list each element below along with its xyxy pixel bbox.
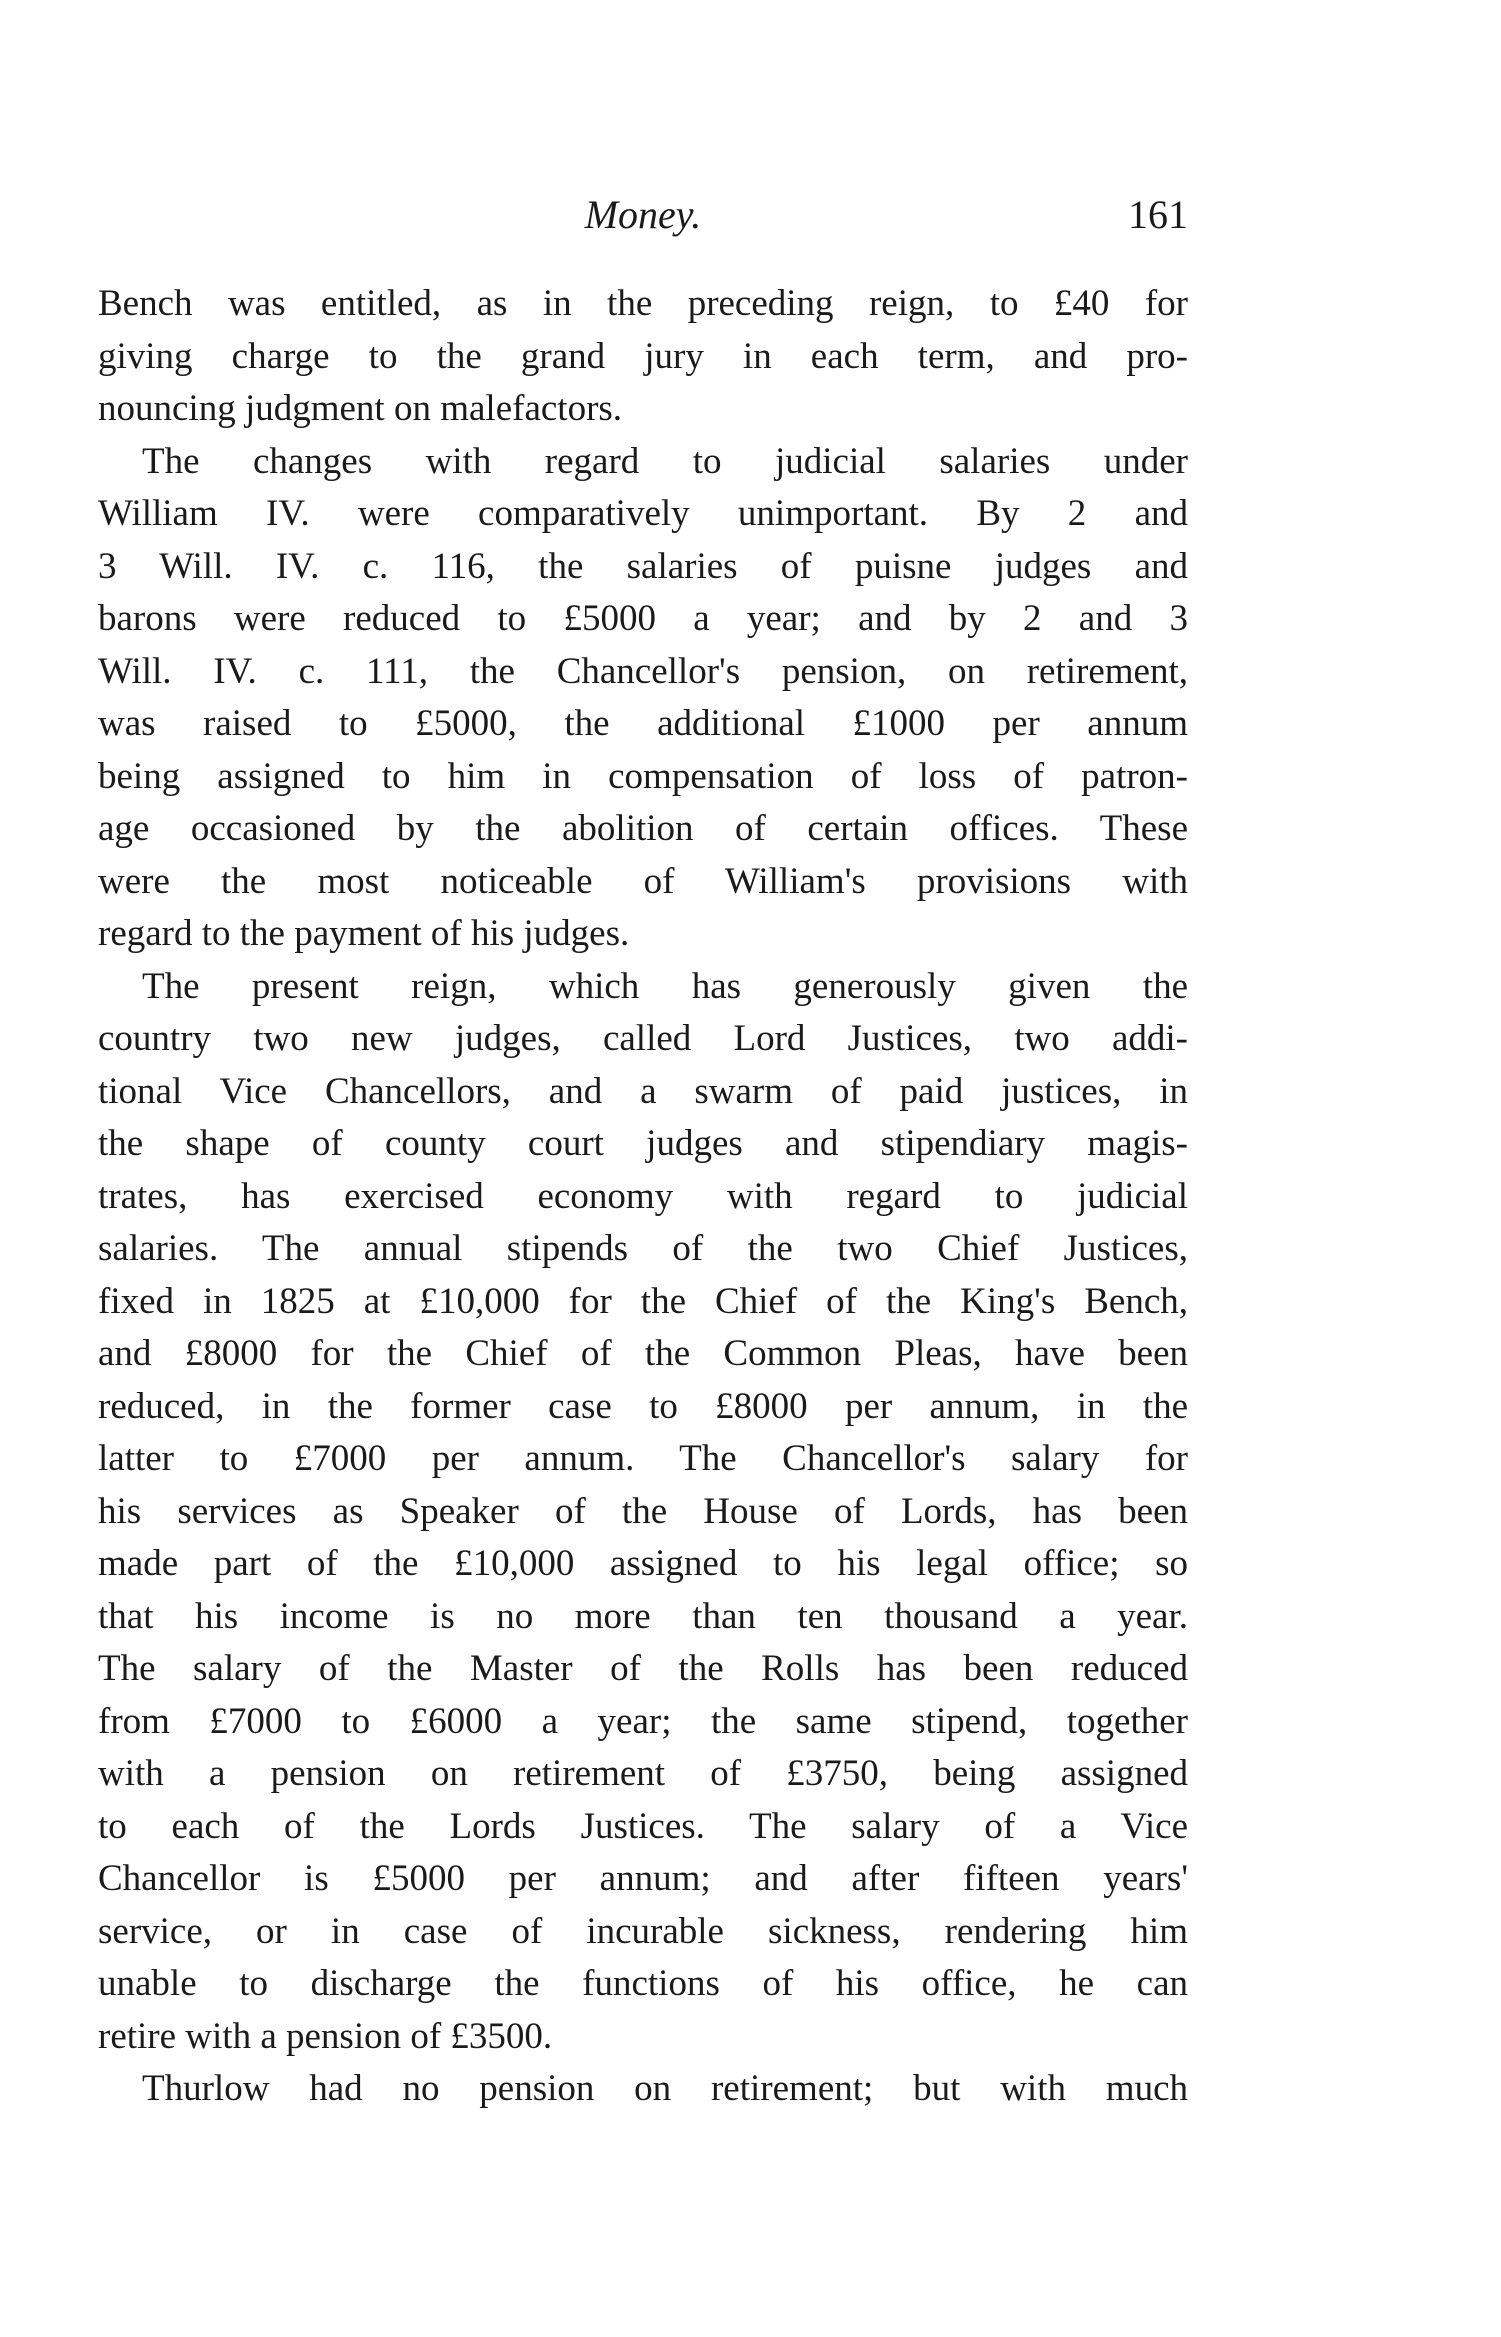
text-line: and £8000 for the Chief of the Common Pleas, have been: [98, 1333, 1188, 1374]
text-line: reduced, in the former case to £8000 per annum, in the: [98, 1385, 1188, 1427]
text-line: service, or in case of incurable sickness, rendering him: [98, 1910, 1188, 1952]
text-line: unable to discharge the functions of his office, he can: [98, 1963, 1188, 2004]
paragraph-start-line: The changes with regard to judicial salaries under: [142, 440, 1188, 482]
text-line: William IV. were comparatively unimportant. By 2 and: [98, 493, 1188, 534]
text-line: salaries. The annual stipends of the two Chief Justices,: [98, 1228, 1188, 1269]
text-line: barons were reduced to £5000 a year; and by 2 and 3: [98, 598, 1188, 639]
paragraph-start-line: The present reign, which has generously given the: [142, 965, 1188, 1007]
text-line: with a pension on retirement of £3750, being assigned: [98, 1753, 1188, 1794]
text-line: that his income is no more than ten thousand a year.: [98, 1595, 1188, 1637]
page-number: 161: [1128, 192, 1188, 237]
text-line: country two new judges, called Lord Justices, two addi-: [98, 1018, 1188, 1059]
text-line: was raised to £5000, the additional £1000 per annum: [98, 703, 1188, 744]
text-line: were the most noticeable of William's provisions with: [98, 860, 1188, 902]
text-line: latter to £7000 per annum. The Chancellor's salary for: [98, 1438, 1188, 1479]
body-text: [98, 278, 1188, 2116]
text-line: being assigned to him in compensation of loss of patron-: [98, 755, 1188, 797]
paragraph-start-line: Thurlow had no pension on retirement; but with much: [142, 2068, 1188, 2109]
text-line: regard to the payment of his judges.: [98, 913, 630, 954]
text-line: Will. IV. c. 111, the Chancellor's pension, on retirement,: [98, 650, 1188, 692]
text-line: The salary of the Master of the Rolls has been reduced: [98, 1648, 1188, 1689]
running-title: Money.: [584, 192, 702, 237]
text-line: Bench was entitled, as in the preceding reign, to £40 for: [98, 283, 1188, 324]
text-line: made part of the £10,000 assigned to his legal office; so: [98, 1543, 1188, 1584]
text-line: retire with a pension of £3500.: [98, 2015, 553, 2057]
text-line: giving charge to the grand jury in each term, and pro-: [98, 335, 1188, 377]
text-line: to each of the Lords Justices. The salary of a Vice: [98, 1805, 1188, 1847]
text-line: fixed in 1825 at £10,000 for the Chief of the King's Bench,: [98, 1280, 1188, 1322]
text-line: 3 Will. IV. c. 116, the salaries of puisne judges and: [98, 545, 1188, 587]
text-line: from £7000 to £6000 a year; the same stipend, together: [98, 1700, 1188, 1742]
text-line: his services as Speaker of the House of Lords, has been: [98, 1490, 1188, 1532]
page-header: [98, 185, 1188, 245]
text-line: Chancellor is £5000 per annum; and after fifteen years': [98, 1858, 1188, 1899]
text-line: trates, has exercised economy with regard to judicial: [98, 1175, 1188, 1217]
text-line: nouncing judgment on malefactors.: [98, 388, 623, 429]
text-line: age occasioned by the abolition of certain offices. These: [98, 808, 1188, 849]
text-line: tional Vice Chancellors, and a swarm of paid justices, in: [98, 1070, 1188, 1112]
text-line: the shape of county court judges and stipendiary magis-: [98, 1123, 1188, 1164]
